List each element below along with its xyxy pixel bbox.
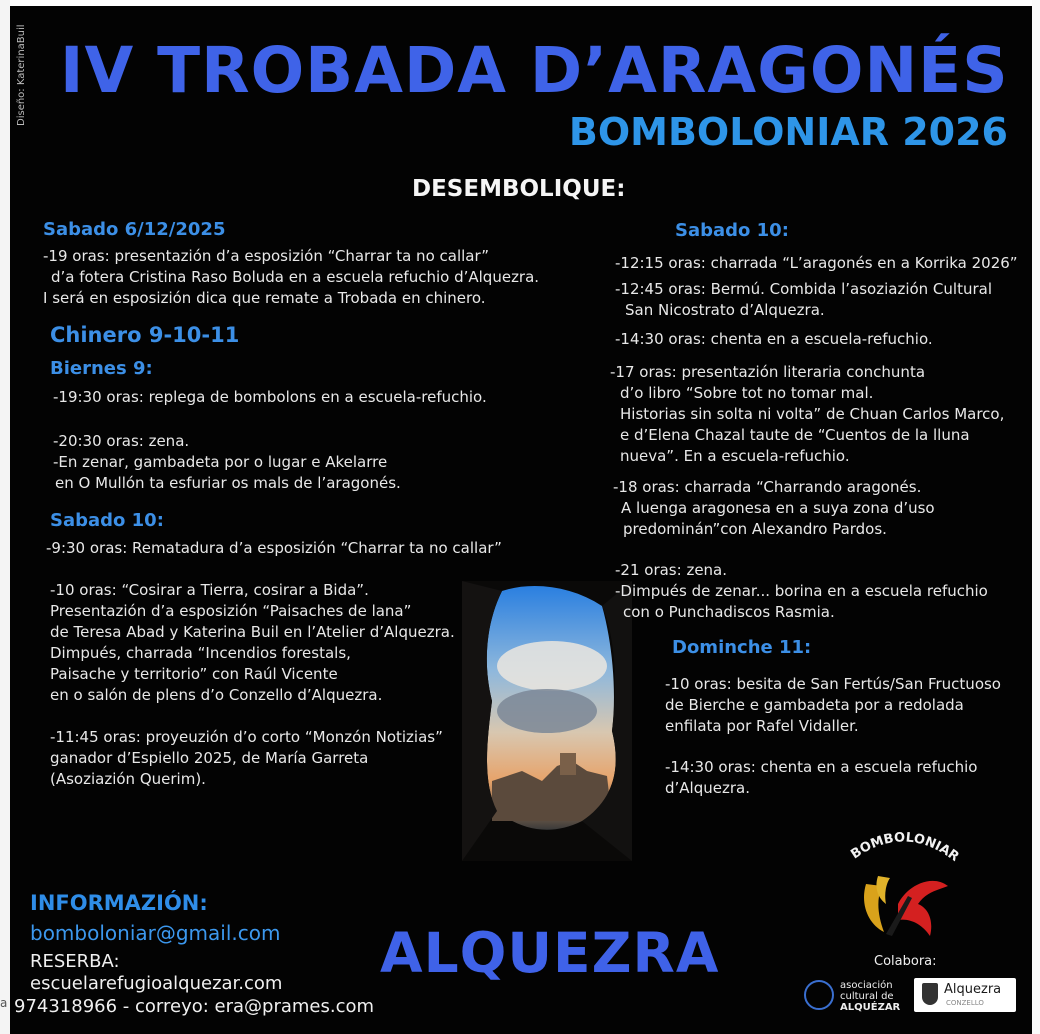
design-credit: Diseño: KaterinaBuil <box>16 24 27 126</box>
program-heading: DESEMBOLIQUE: <box>412 176 626 202</box>
reserba-label: RESERBA: <box>30 951 120 972</box>
contact-email[interactable]: bomboloniar@gmail.com <box>30 921 281 945</box>
collaborators-label: Colabora: <box>874 954 937 969</box>
asociacion-cultural-logo: asociación cultural de ALQUÉZAR <box>800 976 910 1016</box>
event-right-sabado10-5: -18 oras: charrada “Charrando aragonés. A luenga aragonesa en a suya zona d’uso predominán”con Alexandro Pardos. <box>613 478 935 538</box>
coat-of-arms-icon <box>922 983 938 1005</box>
event-dominche-2: -14:30 oras: chenta en a escuela refuchio d’Alquezra. <box>665 758 978 797</box>
event-right-sabado10-4: -17 oras: presentazión literaria conchunta d’o libro “Sobre tot no tomar mal. Historias sin solta ni volta” de Chuan Carlos Marco, e d’Elena Chazal taute de “Cuentos de la lluna nueva”. En a escuela-refuchio. <box>610 363 1005 465</box>
day-heading-biernes: Biernes 9: <box>50 358 153 379</box>
event-right-sabado10-1: -12:15 oras: charrada “L’aragonés en a Korrika 2026” <box>615 254 1018 272</box>
bomboloniar-logo-text: BOMBOLONIAR <box>848 830 962 865</box>
svg-text:BOMBOLONIAR <box>848 830 961 865</box>
day-heading-sabado-10-right: Sabado 10: <box>675 220 789 241</box>
event-poster <box>10 6 1032 1034</box>
chinero-heading: Chinero 9-10-11 <box>50 323 240 347</box>
poster-title: IV TROBADA D’ARAGONÉS <box>60 34 1009 107</box>
day-heading-sabado-10-left: Sabado 10: <box>50 510 164 531</box>
event-sabado10-1: -9:30 oras: Rematadura d’a esposizión “Charrar ta no callar” <box>46 539 502 557</box>
bomboloniar-logo <box>838 824 968 954</box>
event-sabado10-2: -10 oras: “Cosirar a Tierra, cosirar a Bida”. Presentazión d’a esposizión “Paisaches de lana” de Teresa Abad y Katerina Buil en l’Atelier d’Alquezra. Dimpués, charrada “Incendios forestals, Paisache y territorio” con Raúl Vicente en o salón de plens d’o Conzello d’Alquezra. <box>50 581 455 704</box>
outer-margin-right <box>1032 0 1040 1034</box>
event-right-sabado10-3: -14:30 oras: chenta en a escuela-refuchio. <box>615 330 933 348</box>
place-name: ALQUEZRA <box>380 921 720 985</box>
info-heading: INFORMAZIÓN: <box>30 891 208 915</box>
event-right-sabado10-2: -12:45 oras: Bermú. Combida l’asoziazión Cultural San Nicostrato d’Alquezra. <box>615 280 992 319</box>
outer-fragment: a <box>0 996 8 1010</box>
event-sabado6-1: -19 oras: presentazión d’a esposizión “Charrar ta no callar” d’a fotera Cristina Raso Boluda en a escuela refuchio d’Alquezra. I será en esposizión dica que remate a Trobada en chinero. <box>43 247 540 307</box>
outer-margin-left <box>0 0 10 1034</box>
day-heading-sabado-6: Sabado 6/12/2025 <box>43 219 226 240</box>
poster-subtitle: BOMBOLONIAR 2026 <box>568 110 1008 154</box>
event-sabado10-3: -11:45 oras: proyeuzión d’o corto “Monzón Notizias” ganador d’Espiello 2025, de María Garreta (Asoziazión Querim). <box>50 728 443 788</box>
event-biernes-2: -20:30 oras: zena. -En zenar, gambadeta por o lugar e Akelarre en O Mullón ta esfuriar os mals de l’aragonés. <box>53 432 401 492</box>
website-link[interactable]: escuelarefugioalquezar.com <box>30 973 283 994</box>
cave-window-photo <box>462 581 632 861</box>
day-heading-dominche: Dominche 11: <box>672 637 812 658</box>
alquezra-council-logo: Alquezra CONZELLO <box>914 978 1016 1012</box>
event-biernes-1: -19:30 oras: replega de bombolons en a escuela-refuchio. <box>53 388 487 406</box>
phone-email-line: 974318966 - correyo: era@prames.com <box>14 996 375 1017</box>
event-right-sabado10-6: -21 oras: zena. -Dimpués de zenar... borina en a escuela refuchio con o Punchadiscos Rasmia. <box>615 561 988 621</box>
asociacion-emblem-icon <box>804 980 834 1010</box>
event-dominche-1: -10 oras: besita de San Fertús/San Fructuoso de Bierche e gambadeta por a redolada enfilata por Rafel Vidaller. <box>665 675 1001 735</box>
